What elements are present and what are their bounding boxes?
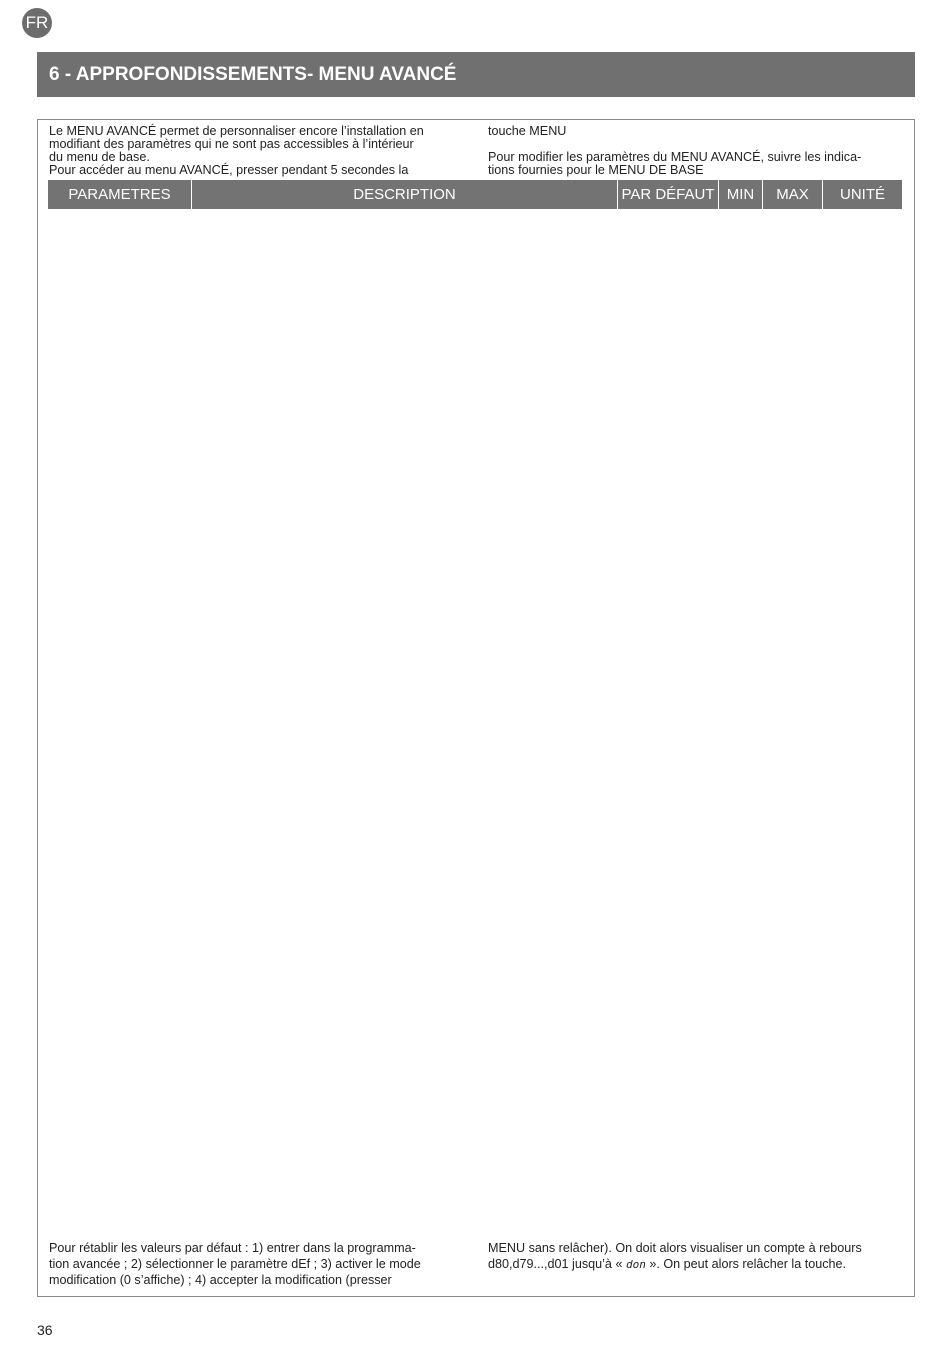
content-frame [37,119,915,1297]
footer-line: modification (0 s’affiche) ; 4) accepter la modification (presser [49,1273,392,1287]
footer-left [49,1240,461,1288]
section-title: 6 - APPROFONDISSEMENTS- MENU AVANCÉ [37,52,915,97]
intro-line: tions fournies pour le MENU DE BASE [488,163,704,177]
language-badge: FR [22,8,52,38]
header-min: MIN [719,180,763,210]
footer-text: ». On peut alors relâcher la touche. [645,1257,847,1271]
footer-line [488,1256,902,1273]
intro-line: modifiant des paramètres qui ne sont pas accessibles à l’intérieur [49,137,414,151]
header-description: DESCRIPTION [192,180,618,210]
intro-line: du menu de base. [49,150,150,164]
footer-line: tion avancée ; 2) sélectionner le paramètre dEf ; 3) activer le mode [49,1257,421,1271]
header-parametres: PARAMETRES [48,180,192,210]
intro-left [49,125,461,177]
footer-right [488,1240,902,1273]
header-max: MAX [763,180,823,210]
footer-line: MENU sans relâcher). On doit alors visualiser un compte à rebours [488,1241,862,1255]
intro-right [488,125,902,177]
parameters-table [47,179,903,209]
footer-text: d80,d79...,d01 jusqu’à « [488,1257,626,1271]
intro-line: Pour accéder au menu AVANCÉ, presser pendant 5 secondes la [49,163,409,177]
intro-line: Le MENU AVANCÉ permet de personnaliser encore l’installation en [49,124,424,138]
intro-line: touche MENU [488,124,567,138]
table-header-row [48,180,903,210]
footer-line: Pour rétablir les valeurs par défaut : 1) entrer dans la programma- [49,1241,416,1255]
header-unit: UNITÉ [823,180,903,210]
header-default: PAR DÉFAUT [618,180,719,210]
page-number: 36 [37,1322,53,1338]
display-code: don [625,1258,646,1271]
intro-line: Pour modifier les paramètres du MENU AVANCÉ, suivre les indica- [488,150,862,164]
